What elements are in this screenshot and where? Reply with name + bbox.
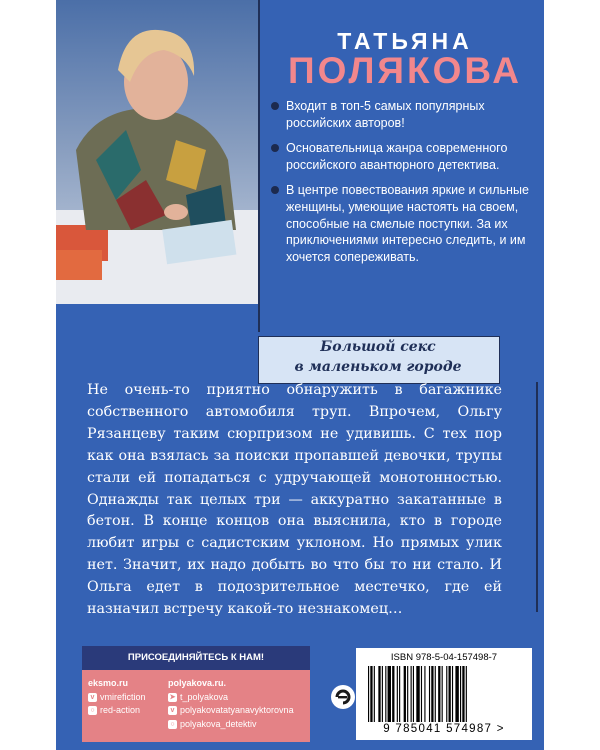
eksmo-logo-icon: [330, 684, 356, 710]
isbn-label: ISBN 978-5-04-157498-7: [390, 652, 498, 663]
bullet-dot-icon: [271, 102, 279, 110]
divider-line-photo: [258, 0, 260, 332]
social-link[interactable]: v vmirefiction: [88, 691, 146, 705]
barcode-bar: [370, 666, 372, 722]
book-blurb: Не очень-то приятно обнаружить в багажнике собственного автомобиля труп. Впрочем, Ольгу Рязанцеву таким сюрпризом не удивишь. С тех пор как она взялась за поиски пропавшей девочки, трупы стали ей попадаться с удручающей монотонностью. Однажды так целых три — аккуратно закатанные в бетон. В конце концов она выяснила, кто в городе любит игры с садистским уклоном. Но прямых улик нет. Значит, их надо добыть во что бы то ни стало. И Ольга едет в подозрительное местечко, где ей назначил встречу какой-то незнакомец…: [87, 382, 502, 618]
barcode-bar: [452, 666, 453, 722]
social-link[interactable]: ○ polyakova_detektiv: [168, 718, 294, 732]
social-link[interactable]: ○ red-action: [88, 704, 146, 718]
social-heading: ПРИСОЕДИНЯЙТЕСЬ К НАМ!: [82, 646, 310, 670]
barcode-bar: [385, 666, 386, 722]
barcode-bar: [460, 666, 461, 722]
vk-icon: v: [168, 706, 177, 715]
barcode-bar: [431, 666, 433, 722]
social-left-column: [88, 677, 146, 718]
barcode-bar: [411, 666, 412, 722]
barcode-bar: [407, 666, 408, 722]
author-first-name: ТАТЬЯНА: [337, 28, 473, 54]
barcode-bar: [421, 666, 422, 722]
highlight-item: Основательница жанра современного российского авантюрного детектива.: [270, 140, 532, 173]
bullet-dot-icon: [271, 186, 279, 194]
barcode-bar: [442, 666, 443, 722]
barcode-bar: [399, 666, 400, 722]
barcode-bar: [404, 666, 406, 722]
book-subtitle: Большой секс в маленьком городе: [294, 339, 462, 375]
barcode-bar: [466, 666, 467, 722]
barcode-bar: [392, 666, 394, 722]
barcode-bar: [374, 666, 375, 722]
divider-line-blurb: [536, 382, 538, 612]
barcode-bar: [462, 666, 464, 722]
barcode-bar: [382, 666, 383, 722]
highlight-item: Входит в топ-5 самых популярных российских авторов!: [270, 98, 532, 131]
barcode-bar: [378, 666, 380, 722]
barcode-bar: [368, 666, 369, 722]
barcode-bar: [449, 666, 451, 722]
highlights-list: [270, 98, 532, 274]
barcode-bar: [455, 666, 458, 722]
instagram-icon: ○: [88, 706, 97, 715]
author-site-link[interactable]: polyakova.ru.: [168, 678, 227, 688]
barcode-bar: [424, 666, 425, 722]
social-link[interactable]: v polyakovatatyanavyktorovna: [168, 704, 294, 718]
barcode-bar: [413, 666, 414, 722]
barcode-number: 9 785041 574987 >: [383, 723, 505, 735]
social-right-column: [168, 677, 294, 731]
highlight-item: В центре повествования яркие и сильные женщины, умеющие настоять на своем, способные на смелые поступки. За их приключениями интересно следить, и им хочется сопереживать.: [270, 182, 532, 265]
barcode-bar: [397, 666, 398, 722]
instagram-icon: ○: [168, 720, 177, 729]
barcode-bar: [438, 666, 440, 722]
telegram-icon: ➤: [169, 693, 176, 701]
barcode-bar: [416, 666, 419, 722]
publisher-site-link[interactable]: eksmo.ru: [88, 678, 129, 688]
barcode-bar: [429, 666, 430, 722]
author-last-name: ПОЛЯКОВА: [288, 50, 522, 91]
barcode-bar: [446, 666, 447, 722]
social-link[interactable]: ➤ t_polyakova: [169, 691, 229, 702]
vk-icon: v: [88, 693, 97, 702]
author-photo: [56, 0, 258, 304]
bullet-dot-icon: [271, 144, 279, 152]
barcode-bar: [435, 666, 436, 722]
barcode-bar: [388, 666, 391, 722]
